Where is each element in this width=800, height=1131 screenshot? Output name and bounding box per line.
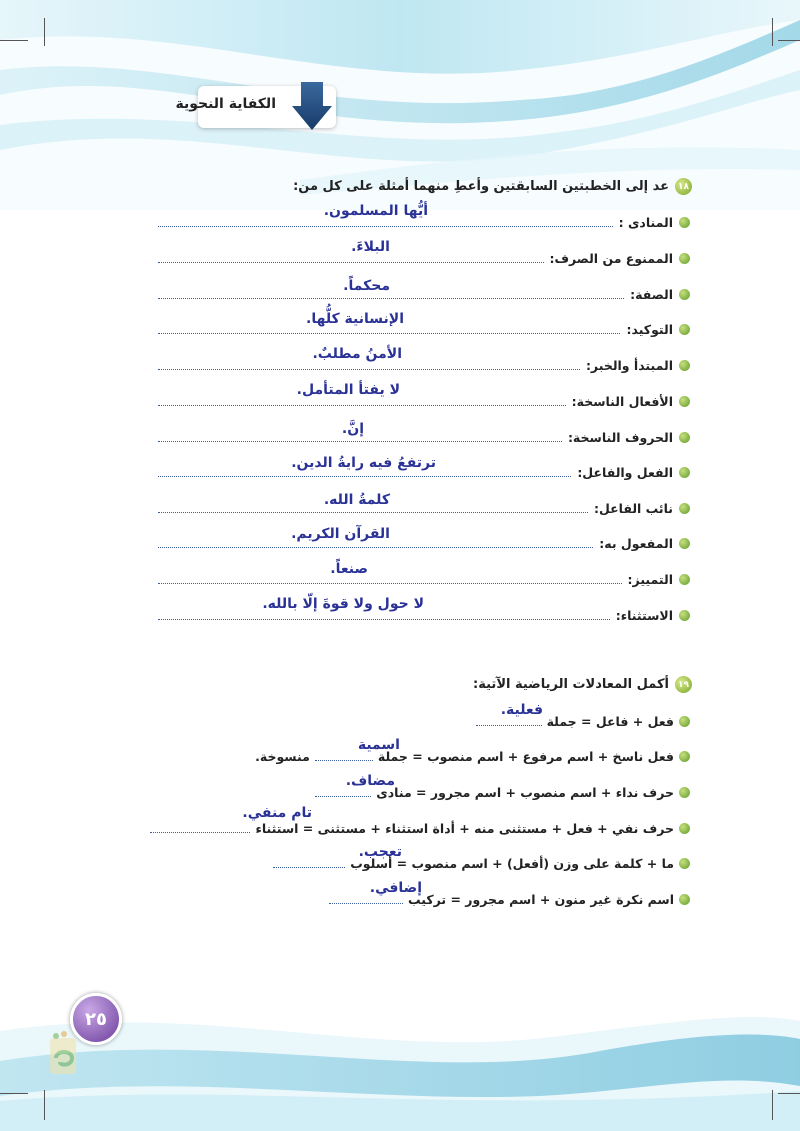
crop-mark xyxy=(778,1093,800,1094)
list-item xyxy=(158,605,690,625)
answer-line xyxy=(158,226,613,227)
question-prompt: أكمل المعادلات الرياضية الآتية: xyxy=(473,677,669,692)
handwritten-answer: أيُّها المسلمون. xyxy=(323,203,428,219)
handwritten-answer: اسمية xyxy=(357,737,400,753)
equation-row xyxy=(255,746,690,766)
answer-line xyxy=(329,903,403,904)
equation-text: ما + كلمة على وزن (أفعل) + اسم منصوب = أسلوب xyxy=(350,855,674,871)
list-item xyxy=(158,248,690,268)
answer-line xyxy=(158,405,566,406)
arrow-down-icon xyxy=(292,82,332,132)
equation-row xyxy=(273,853,690,873)
publisher-logo-icon xyxy=(42,1028,82,1076)
bullet-icon xyxy=(679,716,690,727)
answer-line xyxy=(158,476,571,477)
item-label: الأفعال الناسخة: xyxy=(571,393,673,409)
list-item xyxy=(158,498,690,518)
handwritten-answer: مضاف. xyxy=(345,773,395,789)
bullet-icon xyxy=(679,324,690,335)
crop-mark xyxy=(44,1090,45,1120)
bullet-icon xyxy=(679,823,690,834)
bullet-icon xyxy=(679,217,690,228)
list-item xyxy=(158,569,690,589)
answer-line xyxy=(150,832,250,833)
equation-text: اسم نكرة غير منون + اسم مجرور = تركيب xyxy=(408,891,674,907)
answer-line xyxy=(158,547,593,548)
page-number-badge: ٢٥ xyxy=(70,993,122,1045)
crop-mark xyxy=(772,18,773,46)
question-18-heading xyxy=(293,178,692,195)
section-title-badge xyxy=(175,86,336,128)
crop-mark xyxy=(44,18,45,46)
item-label: المفعول به: xyxy=(599,535,673,551)
list-item xyxy=(158,355,690,375)
crop-mark xyxy=(0,1093,28,1094)
item-label: المنادى : xyxy=(618,214,673,230)
section-title: الكفاية النحوية xyxy=(175,96,276,112)
answer-line xyxy=(273,867,345,868)
bullet-icon xyxy=(679,253,690,264)
answer-line xyxy=(158,262,544,263)
handwritten-answer: البلاءَ. xyxy=(351,239,390,255)
list-item xyxy=(158,533,690,553)
answer-line xyxy=(158,333,620,334)
item-label: الممنوع من الصرف: xyxy=(549,250,673,266)
list-item xyxy=(158,284,690,304)
bullet-icon xyxy=(679,858,690,869)
equation-row xyxy=(150,818,690,838)
handwritten-answer: إضافي. xyxy=(369,880,422,896)
bullet-icon xyxy=(679,289,690,300)
crop-mark xyxy=(778,40,800,41)
bullet-icon xyxy=(679,360,690,371)
handwritten-answer: القرآن الكريم. xyxy=(291,526,390,542)
handwritten-answer: تام منفي. xyxy=(242,805,312,821)
item-label: المبتدأ والخبر: xyxy=(585,357,673,373)
answer-line xyxy=(158,512,588,513)
handwritten-answer: الأمنُ مطلبٌ. xyxy=(312,346,402,362)
list-item xyxy=(158,391,690,411)
handwritten-answer: لا يفتأ المتأمل. xyxy=(296,382,400,398)
crop-mark xyxy=(0,40,28,41)
answer-line xyxy=(158,441,562,442)
handwritten-answer: الإنسانية كلُّها. xyxy=(306,311,404,327)
answer-line xyxy=(158,369,580,370)
answer-line xyxy=(158,583,622,584)
bullet-icon xyxy=(679,574,690,585)
answer-line xyxy=(315,760,373,761)
bullet-icon xyxy=(679,894,690,905)
question-19-heading xyxy=(473,676,692,693)
answer-line xyxy=(158,619,610,620)
list-item xyxy=(158,427,690,447)
answer-line xyxy=(158,298,624,299)
question-number-badge: ١٨ xyxy=(675,178,692,195)
item-label: الصفة: xyxy=(630,286,673,302)
bullet-icon xyxy=(679,610,690,621)
bullet-icon xyxy=(679,432,690,443)
crop-mark xyxy=(772,1090,773,1120)
handwritten-answer: فعلية. xyxy=(500,702,543,718)
list-item xyxy=(158,319,690,339)
bullet-icon xyxy=(679,467,690,478)
handwritten-answer: محكماً. xyxy=(343,278,390,294)
answer-line xyxy=(315,796,371,797)
equation-text: حرف نداء + اسم منصوب + اسم مجرور = منادى xyxy=(376,784,674,800)
handwritten-answer: ترتفعُ فيه رايةُ الدين. xyxy=(291,455,436,471)
handwritten-answer: كلمةُ الله. xyxy=(323,492,390,508)
handwritten-answer: تعجب. xyxy=(358,844,402,860)
bullet-icon xyxy=(679,787,690,798)
bullet-icon xyxy=(679,751,690,762)
equation-text: منسوخة. xyxy=(255,748,310,764)
item-label: الحروف الناسخة: xyxy=(567,429,673,445)
question-prompt: عد إلى الخطبتين السابقتين وأعطِ منهما أمثلة على كل من: xyxy=(293,179,669,194)
item-label: الفعل والفاعل: xyxy=(577,464,673,480)
answer-line xyxy=(476,725,542,726)
handwritten-answer: صنعاً. xyxy=(330,561,368,577)
equation-text: فعل + فاعل = جملة xyxy=(546,713,674,729)
item-label: الاستثناء: xyxy=(615,607,673,623)
equation-text: فعل ناسخ + اسم مرفوع + اسم منصوب = جملة xyxy=(377,748,674,764)
bullet-icon xyxy=(679,538,690,549)
equation-text: حرف نفي + فعل + مستثنى منه + أداة استثناء + مستثنى = استثناء xyxy=(255,820,674,836)
handwritten-answer: إنَّ. xyxy=(341,421,364,437)
item-label: التمييز: xyxy=(627,571,673,587)
question-number-badge: ١٩ xyxy=(675,676,692,693)
item-label: نائب الفاعل: xyxy=(593,500,673,516)
bullet-icon xyxy=(679,396,690,407)
bullet-icon xyxy=(679,503,690,514)
item-label: التوكيد: xyxy=(626,321,673,337)
handwritten-answer: لا حول ولا قوةَ إلّا بالله. xyxy=(262,596,424,612)
